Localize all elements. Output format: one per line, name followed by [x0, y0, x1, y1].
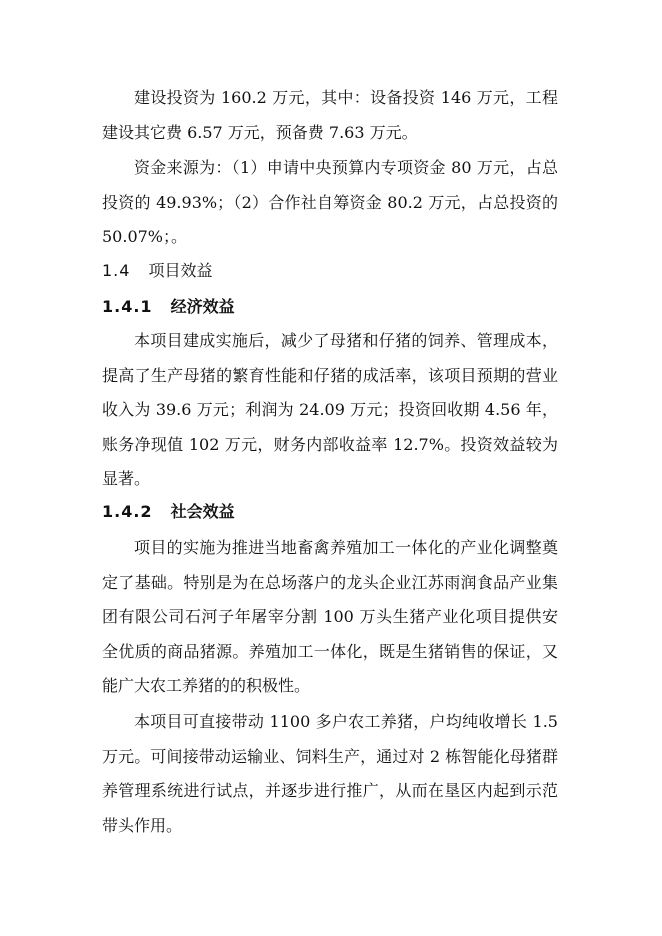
- section-number: 1.4: [102, 261, 131, 280]
- paragraph-social-benefit-2: 本项目可直接带动 1100 多户农工养猪，户均纯收增长 1.5 万元。可间接带动运输业、饲料生产，通过对 2 栋智能化母猪群养管理系统进行试点，并逐步进行推广，从而在垦区内起到示范带头作用。: [102, 712, 558, 835]
- subsection-number: 1.4.2: [102, 502, 153, 521]
- paragraph-funding: 资金来源为：（1）申请中央预算内专项资金 80 万元，占总投资的 49.93%；（2）合作社自筹资金 80.2 万元，占总投资的 50.07%；。: [102, 158, 558, 247]
- subsection-title: 社会效益: [170, 502, 235, 521]
- subsection-title: 经济效益: [170, 297, 235, 316]
- section-heading-benefits: [102, 256, 212, 286]
- section-title: 项目效益: [148, 261, 213, 280]
- paragraph-social-benefit-1: 项目的实施为推进当地畜禽养殖加工一体化的产业化调整奠定了基础。特别是为在总场落户的龙头企业江苏雨润食品产业集团有限公司石河子年屠宰分割 100 万头生猪产业化项目提供安全优质的商品猪源。养殖加工一体化，既是生猪销售的保证，又能广大农工养猪的的积极性。: [102, 538, 558, 696]
- subsection-number: 1.4.1: [102, 297, 153, 316]
- paragraph-economic-benefit: 本项目建成实施后，减少了母猪和仔猪的饲养、管理成本，提高了生产母猪的繁育性能和仔猪的成活率，该项目预期的营业收入为 39.6 万元；利润为 24.09 万元；投资回收期 4.56 年，账务净现值 102 万元，财务内部收益率 12.7%。投资效益较为显著。: [102, 331, 558, 489]
- paragraph-investment: 建设投资为 160.2 万元，其中：设备投资 146 万元，工程建设其它费 6.57 万元，预备费 7.63 万元。: [102, 88, 558, 142]
- subsection-heading-social: [102, 497, 235, 527]
- subsection-heading-economic: [102, 292, 235, 322]
